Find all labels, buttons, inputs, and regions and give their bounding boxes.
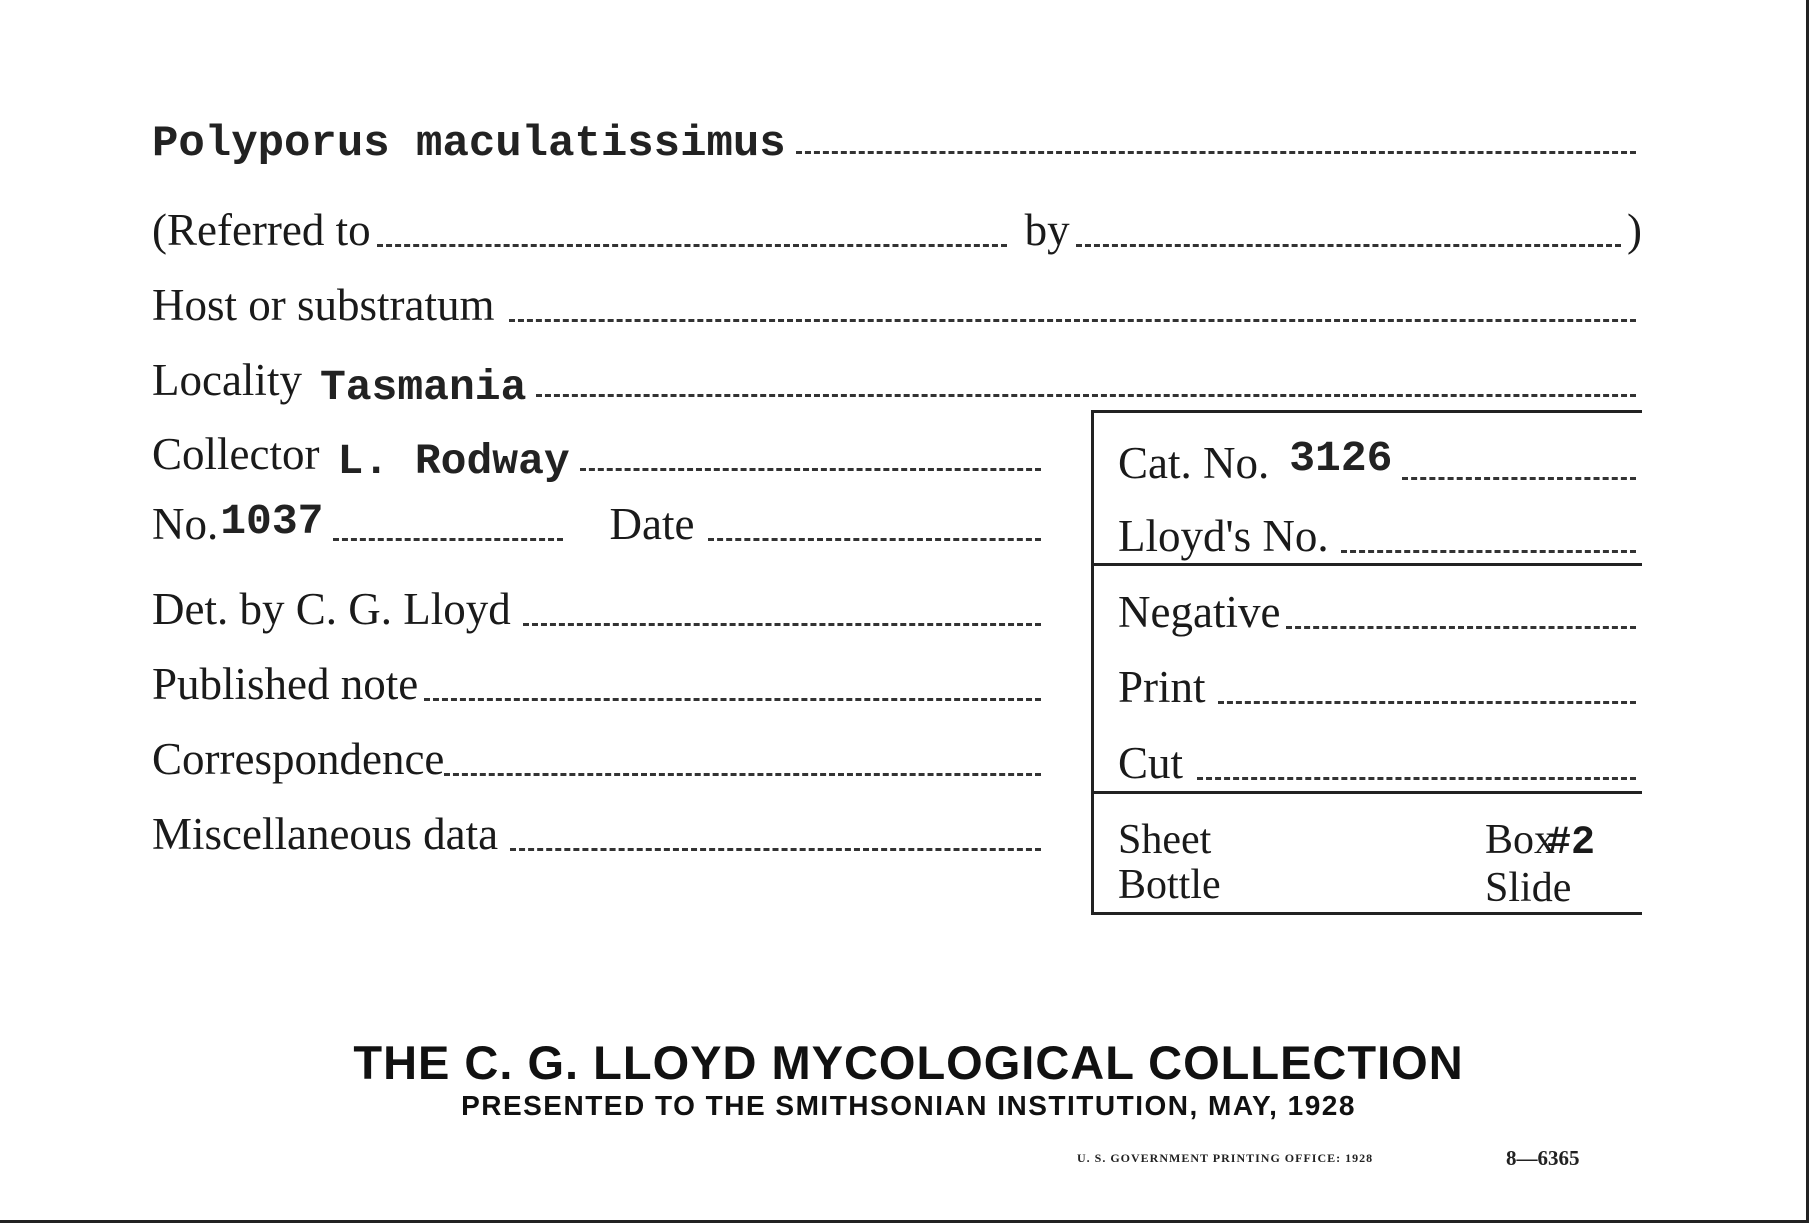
misc-line[interactable] xyxy=(510,848,1041,851)
negative-label: Negative xyxy=(1118,587,1281,637)
locality-line[interactable] xyxy=(536,394,1636,397)
date-label: Date xyxy=(609,499,695,549)
bottle-label: Bottle xyxy=(1118,862,1221,908)
collection-title: THE C. G. LLOYD MYCOLOGICAL COLLECTION xyxy=(353,1036,1464,1089)
right-box-divider xyxy=(1091,410,1094,915)
referred-by-line[interactable] xyxy=(1076,244,1621,247)
cat-no-label: Cat. No. xyxy=(1118,438,1270,488)
misc-row xyxy=(152,809,1047,859)
sheet-label: Sheet xyxy=(1118,817,1212,863)
print-label: Print xyxy=(1118,662,1206,712)
species-row xyxy=(152,119,1642,169)
negative-line[interactable] xyxy=(1286,626,1636,629)
right-box-rule-1 xyxy=(1094,563,1642,566)
negative-row xyxy=(1118,587,1642,637)
number-line[interactable] xyxy=(333,538,563,541)
collection-subtitle: PRESENTED TO THE SMITHSONIAN INSTITUTION, MAY, 1928 xyxy=(461,1090,1356,1121)
referred-to-label: (Referred to xyxy=(152,205,371,255)
cat-no-row xyxy=(1118,434,1642,488)
right-box-bottom-rule xyxy=(1094,912,1642,915)
species-line xyxy=(796,151,1636,154)
lloyds-no-label: Lloyd's No. xyxy=(1118,511,1329,561)
referred-to-line[interactable] xyxy=(377,244,1007,247)
published-line[interactable] xyxy=(424,698,1041,701)
number-value: 1037 xyxy=(220,497,324,546)
collector-value: L. Rodway xyxy=(337,437,570,486)
referred-close-paren: ) xyxy=(1627,205,1642,255)
det-line[interactable] xyxy=(523,623,1041,626)
storage-left xyxy=(1118,818,1221,908)
slide-label: Slide xyxy=(1485,865,1572,911)
host-label: Host or substratum xyxy=(152,280,495,330)
print-row xyxy=(1118,662,1642,712)
storage-right xyxy=(1485,818,1595,911)
number-row xyxy=(152,497,1047,549)
species-name: Polyporus maculatissimus xyxy=(152,119,786,169)
locality-value: Tasmania xyxy=(319,363,527,412)
host-line[interactable] xyxy=(509,319,1637,322)
print-line[interactable] xyxy=(1218,701,1636,704)
lloyds-no-line[interactable] xyxy=(1341,550,1636,553)
correspondence-label: Correspondence xyxy=(152,734,445,784)
published-row xyxy=(152,659,1047,709)
cut-label: Cut xyxy=(1118,738,1184,788)
misc-label: Miscellaneous data xyxy=(152,809,499,859)
cut-row xyxy=(1118,738,1642,788)
cut-line[interactable] xyxy=(1197,777,1636,780)
number-label: No. xyxy=(152,499,219,549)
collector-line[interactable] xyxy=(580,468,1041,471)
right-box-rule-2 xyxy=(1094,791,1642,794)
cat-no-line[interactable] xyxy=(1402,477,1636,480)
cat-no-value: 3126 xyxy=(1289,434,1393,483)
box-entry xyxy=(1485,818,1595,866)
det-row xyxy=(152,584,1047,634)
referred-to-row xyxy=(152,205,1642,255)
collector-label: Collector xyxy=(152,429,320,479)
correspondence-row xyxy=(152,734,1047,784)
right-box-top-rule xyxy=(1094,410,1642,413)
correspondence-line[interactable] xyxy=(444,773,1041,776)
locality-label: Locality xyxy=(152,355,302,405)
locality-row xyxy=(152,355,1642,412)
printing-office-imprint: U. S. GOVERNMENT PRINTING OFFICE: 1928 xyxy=(1077,1151,1374,1165)
published-label: Published note xyxy=(152,659,419,709)
referred-by-label: by xyxy=(1024,205,1070,255)
box-value: #2 xyxy=(1547,821,1596,866)
date-line[interactable] xyxy=(708,538,1041,541)
box-label: Box xyxy=(1485,817,1556,863)
collector-row xyxy=(152,429,1047,486)
form-number: 8—6365 xyxy=(1506,1146,1580,1170)
lloyds-no-row xyxy=(1118,511,1642,561)
host-row xyxy=(152,280,1642,330)
det-label: Det. by C. G. Lloyd xyxy=(152,584,511,634)
